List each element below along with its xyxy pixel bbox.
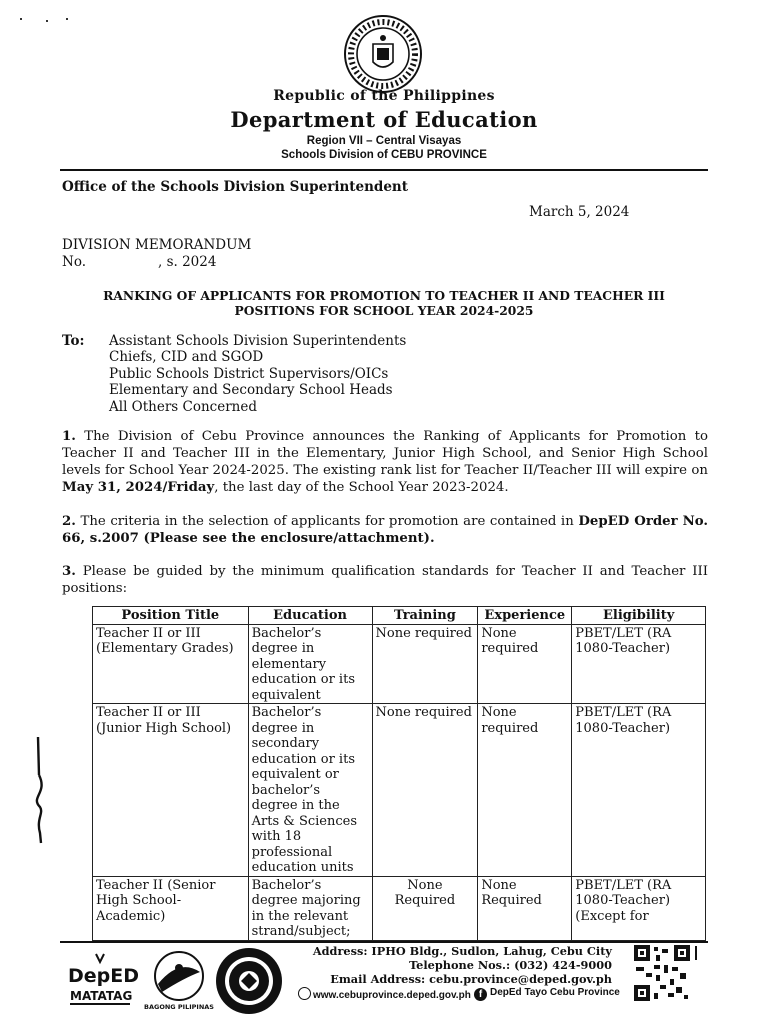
table-row xyxy=(93,876,706,940)
scan-speck xyxy=(20,18,22,20)
recipient-item: Chiefs, CID and SGOD xyxy=(109,349,264,366)
deped-logo-text: DepED xyxy=(68,965,140,987)
header-eligibility: Eligibility xyxy=(572,607,706,625)
contact-block xyxy=(300,944,612,986)
recipient-item: Public Schools District Supervisors/OICs xyxy=(109,365,389,382)
deped-logo-icon xyxy=(66,952,140,1008)
telephone-text: Telephone Nos.: (032) 424-9000 xyxy=(409,958,612,972)
cell-experience: None required xyxy=(478,624,572,704)
qualification-table xyxy=(92,606,706,941)
qr-code-icon xyxy=(634,945,690,1001)
paragraph-text: , the last day of the School Year 2023-2024. xyxy=(214,480,509,495)
bagong-pilipinas-text: BAGONG PILIPINAS xyxy=(144,1003,214,1011)
recipient-item: All Others Concerned xyxy=(109,398,258,415)
paragraph-text: The criteria in the selection of applicants for promotion are contained in xyxy=(75,514,579,529)
department-heading: Department of Education xyxy=(230,107,538,132)
memo-subject xyxy=(60,288,708,318)
to-label: To: xyxy=(62,333,85,349)
memo-no-label: No. xyxy=(62,254,86,270)
cell-experience: None required xyxy=(478,704,572,877)
email-text: Email Address: cebu.province@deped.gov.ph xyxy=(330,972,612,986)
facebook-link[interactable] xyxy=(474,987,620,1001)
cell-training: None required xyxy=(372,704,478,877)
header-divider xyxy=(60,169,708,171)
header-experience: Experience xyxy=(478,607,572,625)
cell-education: Bachelor’s degree majoring in the relevant strand/subject; xyxy=(248,876,372,940)
cell-experience: None Required xyxy=(478,876,572,940)
edge-mark xyxy=(695,946,697,960)
website-text: www.cebuprovince.deped.gov.ph xyxy=(313,990,471,1001)
header-training: Training xyxy=(372,607,478,625)
address-text: Address: IPHO Bldg., Sudlon, Lahug, Cebu City xyxy=(312,944,612,958)
cell-eligibility: PBET/LET (RA 1080-Teacher) (Except for xyxy=(572,876,706,940)
signature-mark xyxy=(26,735,56,845)
division-heading: Schools Division of CEBU PROVINCE xyxy=(281,149,487,161)
expiry-date: May 31, 2024/Friday xyxy=(62,480,215,495)
memo-type: DIVISION MEMORANDUM xyxy=(62,237,252,253)
cell-education: Bachelor’s degree in elementary education or its equivalent xyxy=(248,624,372,704)
table-header-row xyxy=(93,607,706,625)
deped-seal-icon xyxy=(343,14,423,94)
subject-line-1: RANKING OF APPLICANTS FOR PROMOTION TO TEACHER II AND TEACHER III xyxy=(103,288,665,303)
memo-series: , s. 2024 xyxy=(158,254,217,270)
deped-order-reference: DepED Order No. 66, s.2007 (Please see the enclosure/attachment). xyxy=(62,514,709,546)
cell-training: None Required xyxy=(372,876,478,940)
facebook-icon: f xyxy=(474,988,487,1001)
cell-eligibility: PBET/LET (RA 1080-Teacher) xyxy=(572,704,706,877)
facebook-text: DepEd Tayo Cebu Province xyxy=(490,987,620,998)
cell-position: Teacher II or III (Elementary Grades) xyxy=(93,624,249,704)
header-education: Education xyxy=(248,607,372,625)
region-heading: Region VII – Central Visayas xyxy=(306,135,462,147)
deped-matatag-logo xyxy=(66,952,140,1008)
website-link[interactable] xyxy=(298,987,471,1001)
paragraph-number: 3. xyxy=(62,564,76,579)
cell-position: Teacher II (Senior High School- Academic) xyxy=(93,876,249,940)
republic-heading: Republic of the Philippines xyxy=(273,88,495,104)
division-seal-icon xyxy=(214,946,284,1016)
matatag-logo-text: MATATAG xyxy=(70,989,133,1003)
recipient-item: Assistant Schools Division Superintendents xyxy=(109,333,407,349)
scan-speck xyxy=(46,20,48,22)
paragraph-1 xyxy=(62,428,708,496)
table-row xyxy=(93,704,706,877)
memo-number xyxy=(62,254,216,270)
cell-education: Bachelor’s degree in secondary education or its equivalent or bachelor’s degree in the Arts & Sciences with 18 professional education units xyxy=(248,704,372,877)
recipient-list xyxy=(109,333,406,415)
paragraph-text: The Division of Cebu Province announces the Ranking of Applicants for Promotion to Teacher II and Teacher III in the Elementary, Junior High School, and Senior High School levels for School Year 2024-2025. The existing rank list for Teacher II/Teacher III will expire on xyxy=(62,429,708,478)
paragraph-number: 1. xyxy=(62,429,76,444)
bagong-pilipinas-logo xyxy=(144,948,214,1012)
cell-position: Teacher II or III (Junior High School) xyxy=(93,704,249,877)
paragraph-2 xyxy=(62,513,708,547)
paragraph-number: 2. xyxy=(62,514,76,529)
footer-divider xyxy=(60,941,708,943)
bagong-pilipinas-icon xyxy=(144,948,214,1012)
scan-speck xyxy=(66,18,68,20)
cell-training: None required xyxy=(372,624,478,704)
cell-eligibility: PBET/LET (RA 1080-Teacher) xyxy=(572,624,706,704)
recipient-item: Elementary and Secondary School Heads xyxy=(109,382,393,399)
globe-icon xyxy=(298,987,311,1000)
paragraph-text: Please be guided by the minimum qualification standards for Teacher II and Teacher III positions: xyxy=(62,564,708,596)
header-position-title: Position Title xyxy=(93,607,249,625)
table-row xyxy=(93,624,706,704)
paragraph-3 xyxy=(62,563,708,597)
memo-date: March 5, 2024 xyxy=(529,204,630,220)
subject-line-2: POSITIONS FOR SCHOOL YEAR 2024-2025 xyxy=(234,303,534,318)
office-title: Office of the Schools Division Superintendent xyxy=(62,179,408,195)
